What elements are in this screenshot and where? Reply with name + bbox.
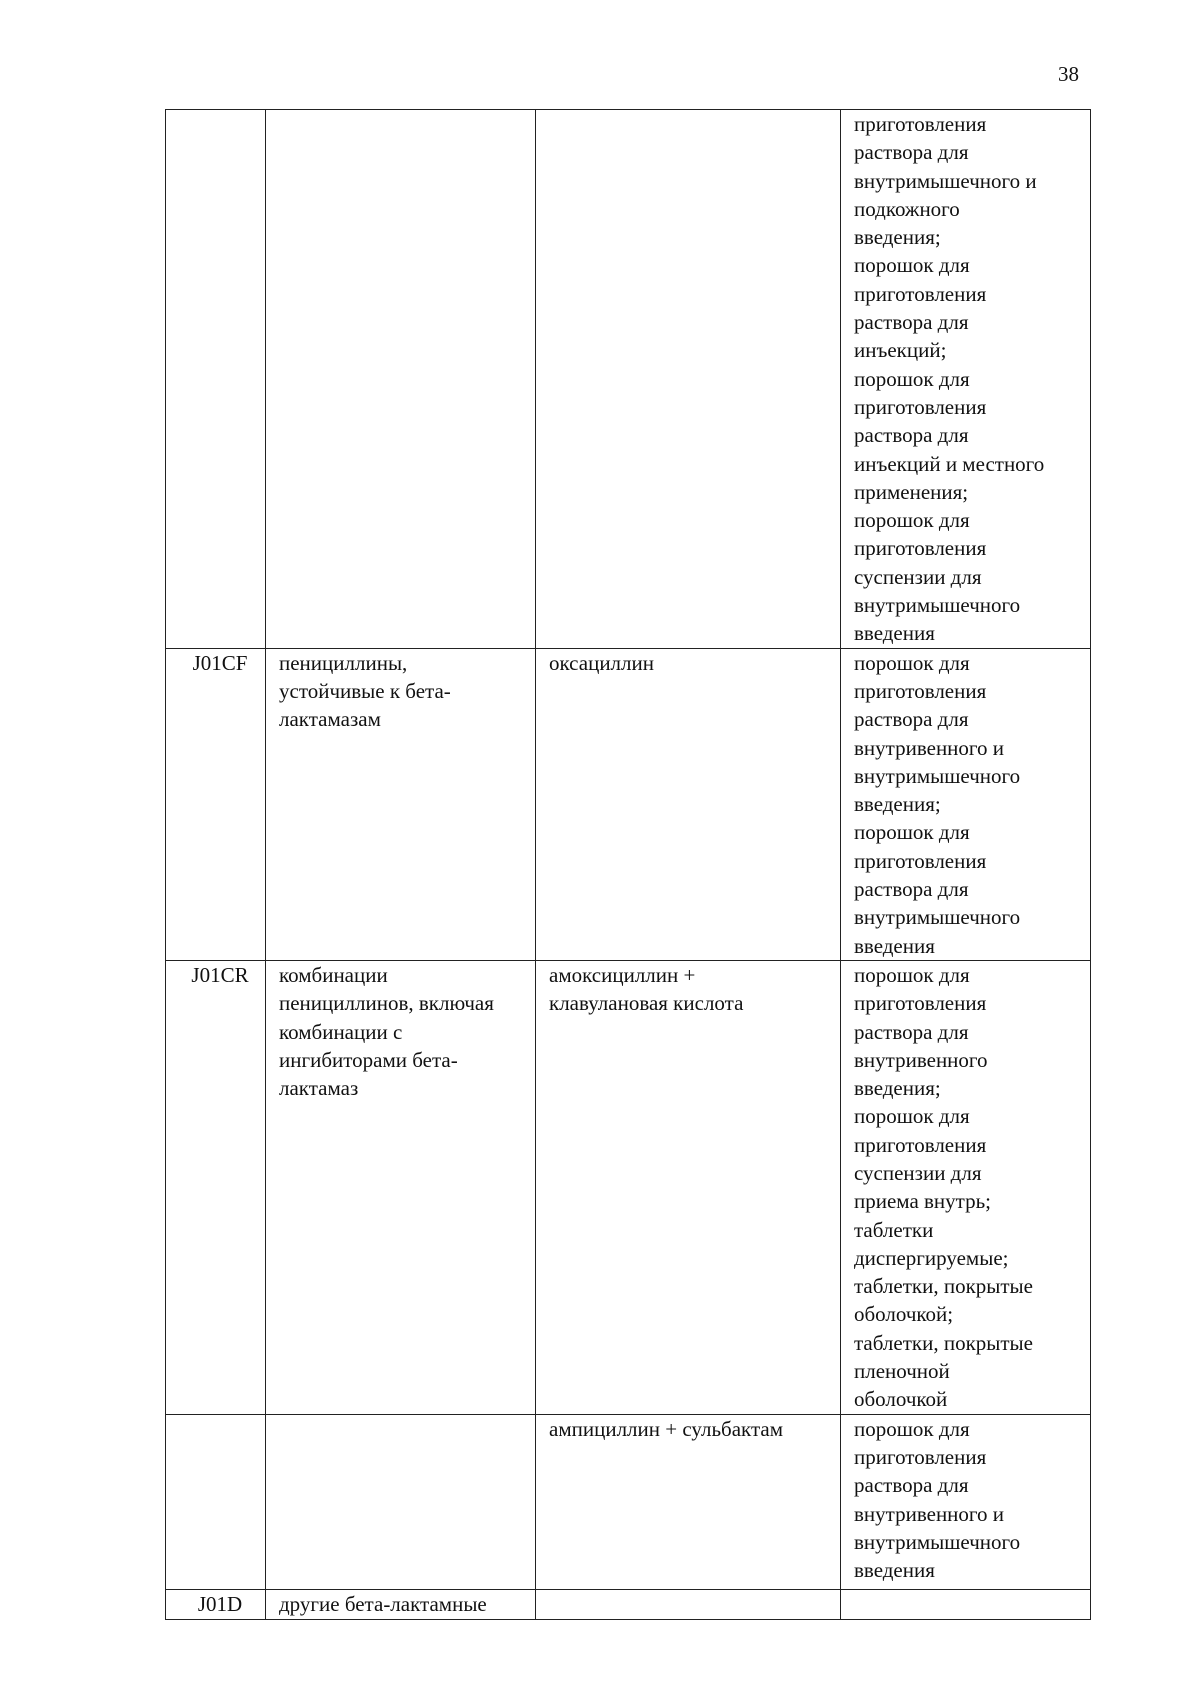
dosage-forms-cell: порошок для приготовления раствора для внутривенного и внутримышечного введения xyxy=(841,1414,1091,1589)
table-row xyxy=(166,110,1091,649)
atc-drug-table xyxy=(165,109,1091,1620)
atc-code-cell xyxy=(166,1414,266,1589)
table-row xyxy=(166,648,1091,960)
dosage-forms-cell: порошок для приготовления раствора для внутривенного введения; порошок для приготовления суспензии для приема внутрь; таблетки диспергируемые; таблетки, покрытые оболочкой; таблетки, покрытые пленочной оболочкой xyxy=(841,960,1091,1414)
drug-name-cell xyxy=(536,1589,841,1619)
table-row xyxy=(166,960,1091,1414)
dosage-forms-cell: приготовления раствора для внутримышечного и подкожного введения; порошок для приготовления раствора для инъекций; порошок для приготовления раствора для инъекций и местного применения; порошок для приготовления суспензии для внутримышечного введения xyxy=(841,110,1091,649)
table-row xyxy=(166,1589,1091,1619)
atc-code-cell xyxy=(166,110,266,649)
drug-name-cell: оксациллин xyxy=(536,648,841,960)
group-name-cell xyxy=(266,1414,536,1589)
atc-code-cell: J01D xyxy=(166,1589,266,1619)
drug-name-cell xyxy=(536,110,841,649)
group-name-cell xyxy=(266,110,536,649)
atc-code-cell: J01CR xyxy=(166,960,266,1414)
group-name-cell: другие бета-лактамные xyxy=(266,1589,536,1619)
table-row xyxy=(166,1414,1091,1589)
dosage-forms-cell: порошок для приготовления раствора для внутривенного и внутримышечного введения; порошок для приготовления раствора для внутримышечного введения xyxy=(841,648,1091,960)
dosage-forms-cell xyxy=(841,1589,1091,1619)
group-name-cell: комбинации пенициллинов, включая комбинации с ингибиторами бета- лактамаз xyxy=(266,960,536,1414)
drug-name-cell: ампициллин + сульбактам xyxy=(536,1414,841,1589)
drug-name-cell: амоксициллин + клавулановая кислота xyxy=(536,960,841,1414)
page-number: 38 xyxy=(1058,62,1079,86)
atc-code-cell: J01CF xyxy=(166,648,266,960)
group-name-cell: пенициллины, устойчивые к бета- лактамазам xyxy=(266,648,536,960)
